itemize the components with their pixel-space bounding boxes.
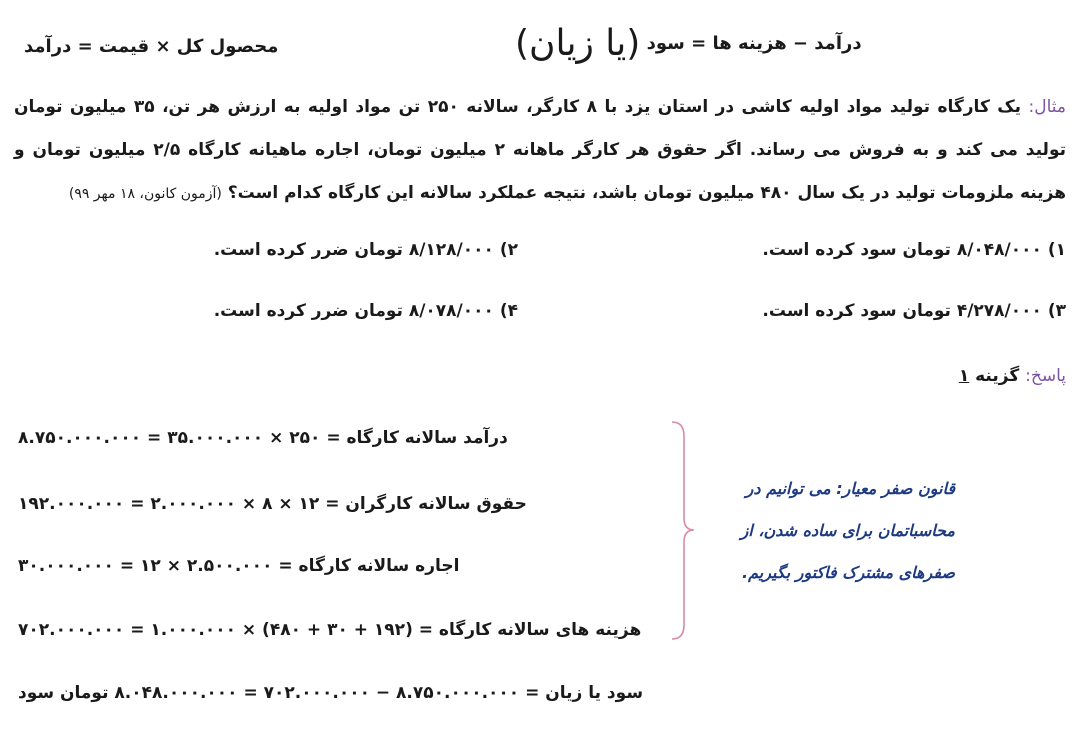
note-line-1: قانون صفر معیار: می توانیم در <box>745 479 955 498</box>
calc-wages: حقوق سالانه کارگران = ۱۲ × ۸ × ۲.۰۰۰.۰۰۰ = ۱۹۲.۰۰۰.۰۰۰ <box>18 494 527 514</box>
example-label: مثال: <box>1028 97 1067 117</box>
answer-label: پاسخ: <box>1025 366 1066 386</box>
calc-costs: هزینه های سالانه کارگاه = (۱۹۲ + ۳۰ + ۴۸۰) × ۱.۰۰۰.۰۰۰ = ۷۰۲.۰۰۰.۰۰۰ <box>18 620 642 640</box>
option-1: ۱) ۸/۰۴۸/۰۰۰ تومان سود کرده است. <box>762 240 1066 260</box>
revenue-formula: محصول کل × قیمت = درآمد <box>24 36 279 57</box>
example-source: (آزمون کانون، ۱۸ مهر ۹۹) <box>68 186 222 202</box>
note-line-3: صفرهای مشترک فاکتور بگیریم. <box>742 563 955 582</box>
option-3: ۳) ۴/۲۷۸/۰۰۰ تومان سود کرده است. <box>762 301 1066 321</box>
calc-rent: اجاره سالانه کارگاه = ۲.۵۰۰.۰۰۰ × ۱۲ = ۳۰.۰۰۰.۰۰۰ <box>18 556 460 576</box>
note-line-2: محاسباتمان برای ساده شدن، از <box>740 521 955 540</box>
profit-formula-text: درآمد − هزینه ها = سود <box>646 33 862 54</box>
option-4: ۴) ۸/۰۷۸/۰۰۰ تومان ضرر کرده است. <box>213 301 518 321</box>
profit-formula-paren: (یا زیان) <box>515 23 641 64</box>
curly-brace-icon <box>668 418 698 643</box>
calc-revenue: درآمد سالانه کارگاه = ۲۵۰ × ۳۵.۰۰۰.۰۰۰ = ۸.۷۵۰.۰۰۰.۰۰۰ <box>18 428 508 448</box>
answer-text: گزینه <box>975 366 1020 386</box>
profit-formula <box>515 23 862 64</box>
answer-line <box>959 366 1066 386</box>
option-2: ۲) ۸/۱۲۸/۰۰۰ تومان ضرر کرده است. <box>213 240 518 260</box>
answer-number: ۱ <box>958 366 970 386</box>
zero-rule-note <box>705 468 955 594</box>
calc-profit: سود یا زیان = ۸.۷۵۰.۰۰۰.۰۰۰ − ۷۰۲.۰۰۰.۰۰۰ = ۸.۰۴۸.۰۰۰.۰۰۰ تومان سود <box>18 683 644 703</box>
example-paragraph <box>14 86 1066 216</box>
example-text: یک کارگاه تولید مواد اولیه کاشی در استان یزد با ۸ کارگر، سالانه ۲۵۰ تن مواد اولیه به ارزش هر تن، ۳۵ میلیون تومان تولید می کند و به فروش می رساند. اگر حقوق هر کارگر ماهانه ۲ میلیون تومان، اجاره ماهیانه کارگاه ۲/۵ میلیون تومان و هزینه ملزومات تولید در یک سال ۴۸۰ میلیون تومان باشد، نتیجه عملکرد سالانه این کارگاه کدام است؟ <box>14 97 1066 203</box>
